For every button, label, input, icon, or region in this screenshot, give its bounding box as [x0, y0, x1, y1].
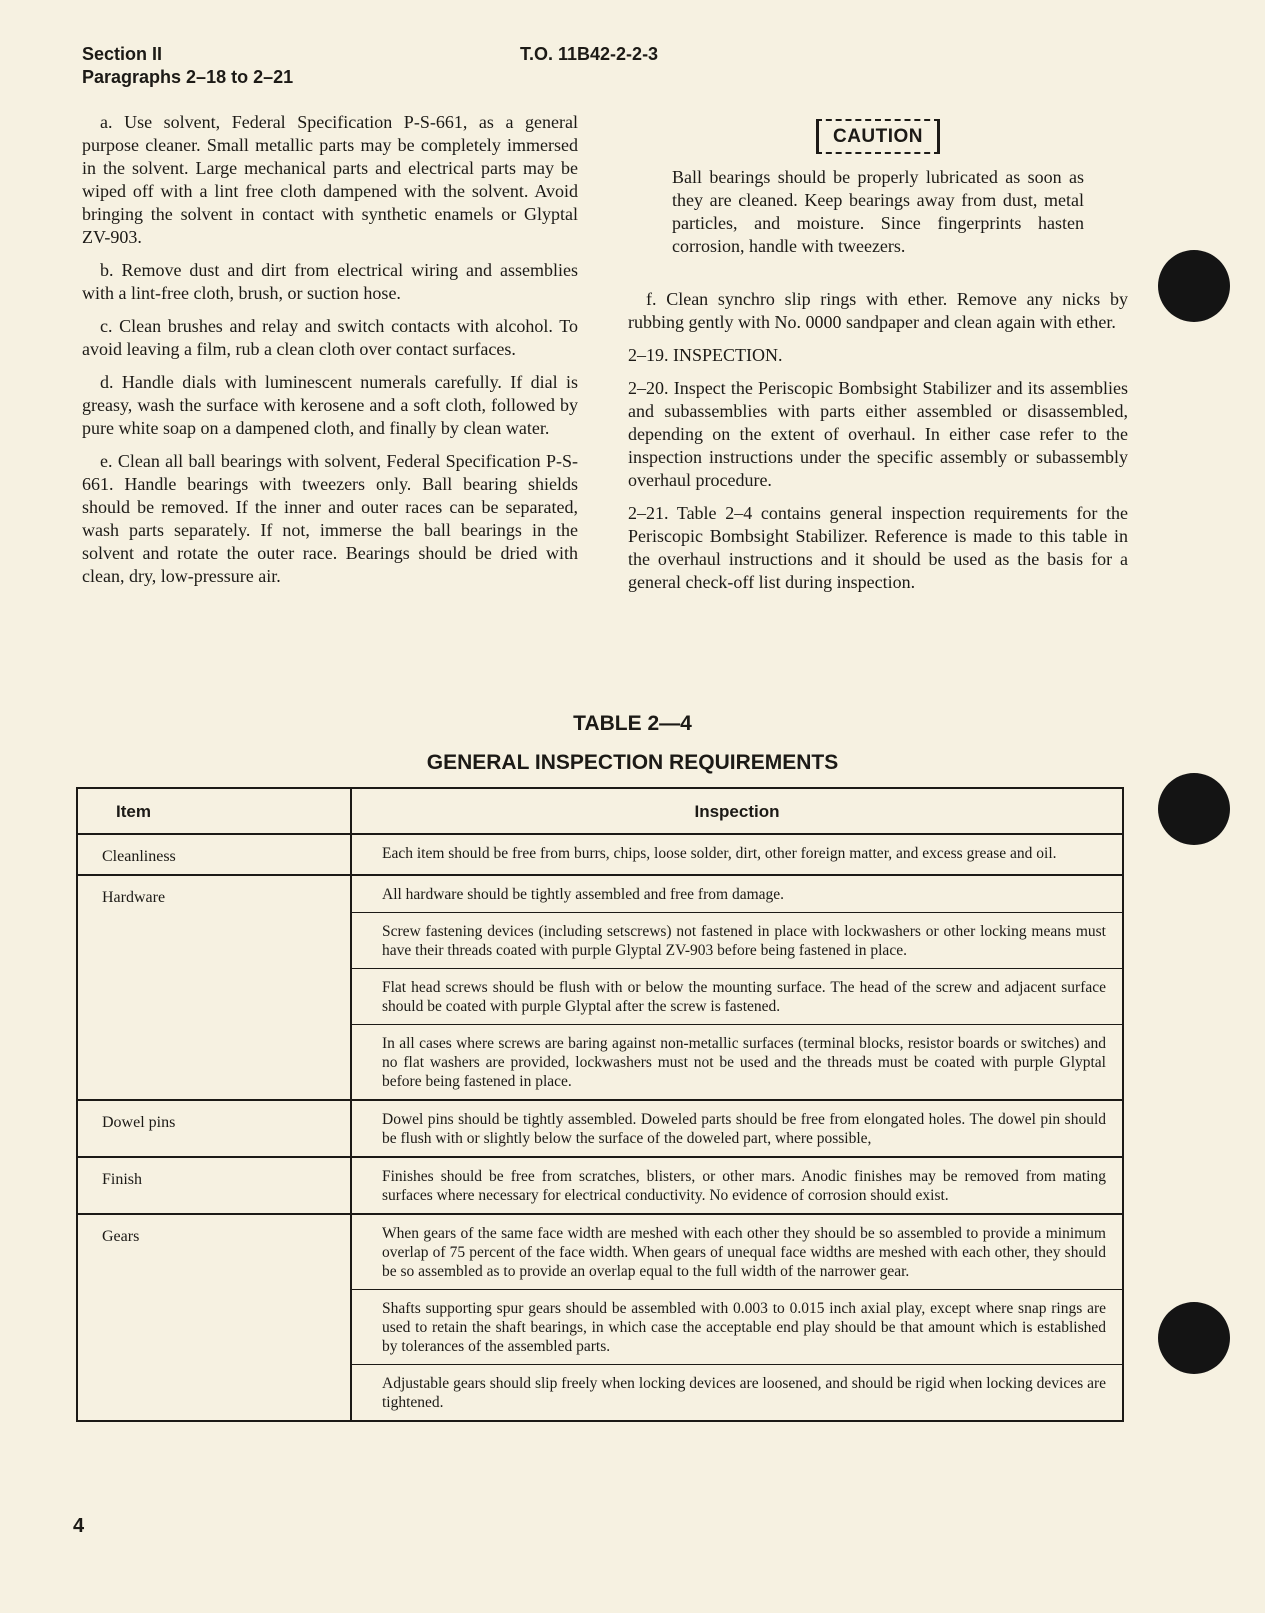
column-header-item: Item	[77, 788, 351, 834]
table-row	[77, 875, 1123, 1100]
inspection-table	[76, 787, 1124, 1422]
column-header-inspection: Inspection	[351, 788, 1123, 834]
item-gears: Gears	[77, 1214, 351, 1421]
inspection-cell	[351, 875, 1123, 1100]
table-row	[77, 834, 1123, 875]
inspection-text: In all cases where screws are baring against non-metallic surfaces (terminal blocks, resistor boards or switches) and no flat washers are provided, lockwashers must not be used and the threads must be coated with purple Glyptal before being fastened in place.	[382, 1035, 1106, 1090]
inspection-text: Dowel pins should be tightly assembled. Doweled parts should be free from elongated holes. The dowel pin should be flush with or slightly below the surface of the doweled part, where possible,	[382, 1111, 1106, 1147]
inspection-text: Finishes should be free from scratches, blisters, or other mars. Anodic finishes may be removed from mating surfaces where necessary for electrical conductivity. No evidence of corrosion should exist.	[382, 1168, 1106, 1204]
punch-hole	[1158, 773, 1230, 845]
inspection-cell	[351, 834, 1123, 875]
inspection-cell	[351, 1214, 1123, 1421]
item-finish: Finish	[77, 1157, 351, 1214]
inspection-cell	[351, 1157, 1123, 1214]
item-cleanliness: Cleanliness	[77, 834, 351, 875]
page-number: 4	[73, 1515, 85, 1537]
table-header-row	[77, 788, 1123, 834]
inspection-text: All hardware should be tightly assembled and free from damage.	[352, 876, 1122, 913]
right-column	[628, 111, 1128, 604]
punch-hole	[1158, 1302, 1230, 1374]
section-heading-inspection: 2–19. INSPECTION.	[628, 345, 783, 365]
inspection-text: Flat head screws should be flush with or below the mounting surface. The head of the screw and adjacent surface should be coated with purple Glyptal after the screw is fastened.	[352, 969, 1122, 1025]
section-label: Section II	[82, 44, 163, 64]
inspection-text: Adjustable gears should slip freely when locking devices are loosened, and should be rigid when locking devices are tightened.	[382, 1375, 1106, 1411]
punch-hole	[1158, 250, 1230, 322]
paragraph-b: b. Remove dust and dirt from electrical wiring and assemblies with a lint-free cloth, brush, or suction hose.	[82, 260, 578, 303]
inspection-text: Shafts supporting spur gears should be assembled with 0.003 to 0.015 inch axial play, except where snap rings are used to retain the shaft bearings, in which case the acceptable end play should be that amount which is established by tolerances of the assembled parts.	[352, 1290, 1122, 1365]
table-row	[77, 1214, 1123, 1421]
paragraph-d: d. Handle dials with luminescent numerals carefully. If dial is greasy, wash the surface with kerosene and a soft cloth, followed by pure white soap on a dampened cloth, and finally by clean water.	[82, 372, 578, 438]
paragraph-2-21: 2–21. Table 2–4 contains general inspection requirements for the Periscopic Bombsight Stabilizer. Reference is made to this table in the overhaul instructions and it should be used as the basis for a general check-off list during inspection.	[628, 503, 1128, 592]
table-number: TABLE 2—4	[573, 712, 692, 735]
paragraph-2-20: 2–20. Inspect the Periscopic Bombsight Stabilizer and its assemblies and subassemblies with parts either assembled or disassembled, depending on the extent of overhaul. In either case refer to the inspection instructions under the specific assembly or subassembly overhaul procedure.	[628, 378, 1128, 490]
inspection-cell	[351, 1100, 1123, 1157]
caution-text: Ball bearings should be properly lubricated as soon as they are cleaned. Keep bearings away from dust, metal particles, and moisture. Since fingerprints hasten corrosion, handle with tweezers.	[672, 167, 1084, 256]
paragraph-c: c. Clean brushes and relay and switch contacts with alcohol. To avoid leaving a film, rub a clean cloth over contact surfaces.	[82, 316, 578, 359]
technical-order-number: T.O. 11B42-2-2-3	[520, 44, 659, 64]
inspection-text: Screw fastening devices (including setscrews) not fastened in place with lockwashers or other locking means must have their threads coated with purple Glyptal ZV-903 before being fastened in place.	[352, 913, 1122, 969]
table-title: GENERAL INSPECTION REQUIREMENTS	[426, 751, 839, 774]
item-hardware: Hardware	[77, 875, 351, 1100]
paragraph-f: f. Clean synchro slip rings with ether. Remove any nicks by rubbing gently with No. 0000 sandpaper and clean again with ether.	[628, 289, 1128, 332]
paragraph-a: a. Use solvent, Federal Specification P-S-661, as a general purpose cleaner. Small metallic parts may be completely immersed in the solvent. Large mechanical parts and electrical parts may be wiped off with a lint free cloth dampened with the solvent. Avoid bringing the solvent in contact with synthetic enamels or Glyptal ZV-903.	[82, 112, 578, 247]
paragraphs-label: Paragraphs 2–18 to 2–21	[82, 67, 294, 87]
header-section	[82, 43, 293, 89]
left-column	[82, 111, 578, 598]
table-row	[77, 1157, 1123, 1214]
table-row	[77, 1100, 1123, 1157]
paragraph-e: e. Clean all ball bearings with solvent, Federal Specification P-S-661. Handle bearings with tweezers only. Ball bearing shields should be removed. If the inner and outer races can be separated, wash parts separately. If not, immerse the ball bearings in the solvent and rotate the outer race. Bearings should be dried with clean, dry, low-pressure air.	[82, 451, 578, 586]
inspection-text: When gears of the same face width are meshed with each other they should be so assembled to provide a minimum overlap of 75 percent of the face width. When gears of unequal face widths are meshed with each other, they should be so assembled as to provide an overlap equal to the full width of the narrower gear.	[352, 1215, 1122, 1290]
caution-label: CAUTION	[816, 119, 940, 154]
item-dowel-pins: Dowel pins	[77, 1100, 351, 1157]
inspection-text: Each item should be free from burrs, chips, loose solder, dirt, other foreign matter, and excess grease and oil.	[382, 845, 1057, 862]
caution-box	[628, 119, 1128, 154]
